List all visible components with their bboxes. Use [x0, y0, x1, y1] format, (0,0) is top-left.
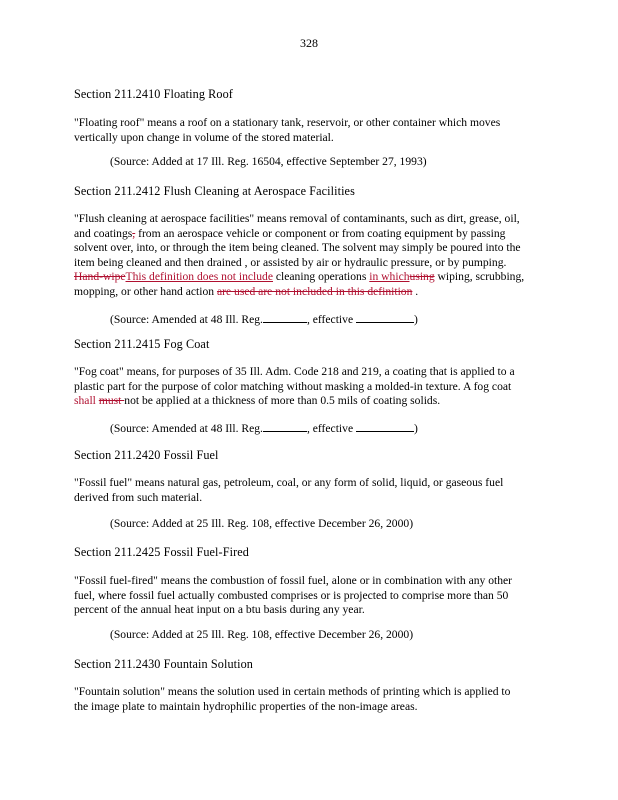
section-heading: Section 211.2412 Flush Cleaning at Aerospace Facilities [74, 184, 355, 198]
paragraph-line: the image plate to maintain hydrophilic properties of the non-image areas. [74, 699, 418, 713]
paragraph-line: item being cleaned and then drained , or assisted by air or hydraulic pressure, or by pumping. [74, 255, 507, 269]
text-run: cleaning operations [273, 270, 370, 284]
definition-paragraph [74, 365, 552, 409]
paragraph-line: fuel, where fossil fuel actually combusted comprises or is projected to comprise more than 50 [74, 588, 509, 602]
blank-line [263, 420, 307, 432]
paragraph-line: "Fountain solution" means the solution used in certain methods of printing which is applied to [74, 685, 511, 698]
section-heading: Section 211.2410 Floating Roof [74, 87, 233, 101]
paragraph-line: plastic part for the purpose of color matching without masking a molded-in texture. A fog coat [74, 379, 512, 393]
paragraph-line [74, 227, 552, 242]
page-number: 328 [300, 36, 318, 50]
deleted-text: Hand-wipe [74, 270, 126, 284]
paragraph-line [74, 270, 552, 285]
paragraph-line: percent of the annual heat input on a btu basis during any year. [74, 603, 365, 617]
blank-line [356, 311, 414, 323]
blank-line [263, 311, 307, 323]
paragraph-line: "Fossil fuel" means natural gas, petroleum, coal, or any form of solid, liquid, or gaseous fuel [74, 476, 504, 489]
text-run: , effective [306, 313, 356, 326]
section-heading: Section 211.2430 Fountain Solution [74, 657, 253, 671]
deleted-text: using [409, 270, 435, 284]
text-run: ) [413, 313, 418, 326]
text-run: wiping, scrubbing, [434, 270, 525, 284]
paragraph-line: solvent over, into, or through the item being cleaned. The solvent may simply be poured into the [74, 241, 521, 255]
section-heading: Section 211.2415 Fog Coat [74, 337, 210, 351]
deleted-text: , [132, 226, 136, 240]
definition-paragraph [74, 685, 552, 714]
text-run: from an aerospace vehicle or component or from coating equipment by passing [135, 226, 506, 240]
definition-paragraph [74, 212, 552, 300]
source-note: (Source: Added at 17 Ill. Reg. 16504, effective September 27, 1993) [110, 155, 427, 168]
text-run: , effective [306, 422, 356, 435]
paragraph-line: "Fog coat" means, for purposes of 35 Ill. Adm. Code 218 and 219, a coating that is applied to a [74, 365, 515, 378]
paragraph-line: vertically upon change in volume of the stored material. [74, 130, 334, 144]
text-run: and coatings [74, 226, 133, 240]
paragraph-line: "Floating roof" means a roof on a stationary tank, reservoir, or other container which moves [74, 116, 501, 129]
paragraph-line: "Flush cleaning at aerospace facilities" means removal of contaminants, such as dirt, grease, oil, [74, 212, 520, 225]
source-note [110, 311, 418, 328]
definition-paragraph [74, 476, 552, 505]
text-run: ) [413, 422, 418, 435]
text-run: . [412, 284, 419, 298]
text-run: (Source: Amended at 48 Ill. Reg. [110, 313, 263, 326]
source-note: (Source: Added at 25 Ill. Reg. 108, effective December 26, 2000) [110, 517, 414, 530]
definition-paragraph [74, 116, 552, 145]
text-run: not be applied at a thickness of more than 0.5 mils of coating solids. [124, 394, 441, 408]
paragraph-line [74, 285, 552, 300]
section-heading: Section 211.2420 Fossil Fuel [74, 448, 219, 462]
text-run: (Source: Amended at 48 Ill. Reg. [110, 422, 263, 435]
definition-paragraph [74, 574, 552, 618]
inserted-text: shall [74, 394, 96, 408]
text-run: mopping, or other hand action [74, 284, 217, 298]
inserted-text: in which [369, 270, 410, 284]
source-note [110, 420, 418, 437]
paragraph-line [74, 394, 552, 409]
section-heading: Section 211.2425 Fossil Fuel-Fired [74, 545, 249, 559]
paragraph-line: derived from such material. [74, 490, 203, 504]
blank-line [356, 420, 414, 432]
paragraph-line: "Fossil fuel-fired" means the combustion of fossil fuel, alone or in combination with any other [74, 574, 513, 587]
inserted-text: This definition does not include [125, 270, 273, 284]
source-note: (Source: Added at 25 Ill. Reg. 108, effective December 26, 2000) [110, 628, 414, 641]
deleted-text: must [98, 394, 125, 408]
deleted-text: are used are not included in this definition [216, 284, 413, 298]
